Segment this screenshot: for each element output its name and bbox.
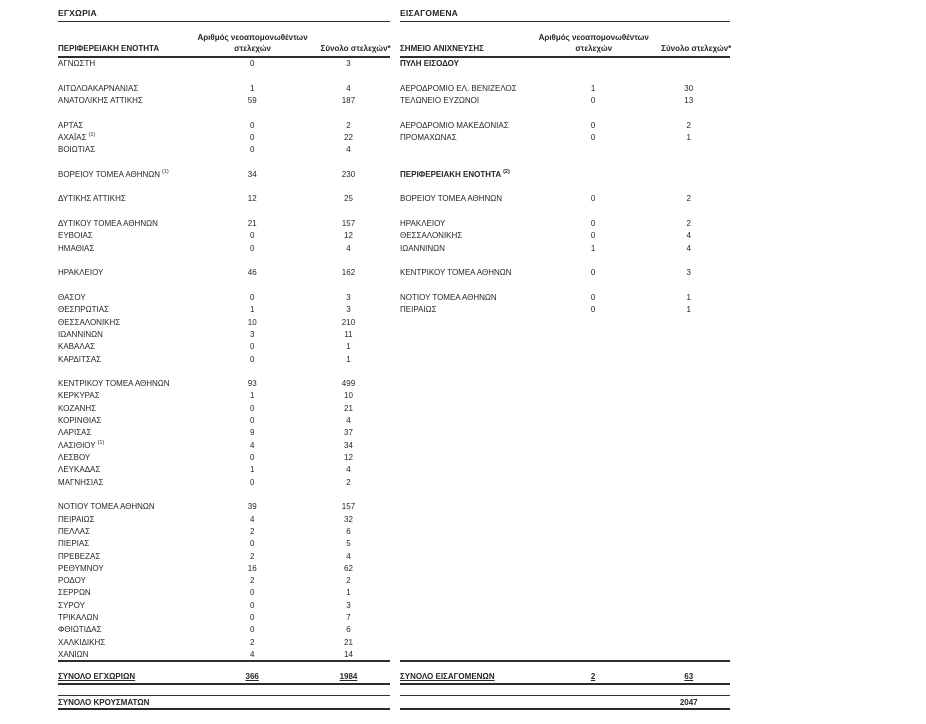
row-label-cell: ΑΧΑΪΑΣ $^{(1)}$ — [58, 132, 96, 142]
new-strains-cell: 0 — [590, 305, 596, 315]
new-strains-cell: 0 — [249, 477, 255, 487]
total-strains-cell: 4 — [346, 465, 351, 475]
table-row — [58, 267, 390, 279]
total-strains-cell: 3 — [346, 292, 351, 302]
row-label-cell: ΘΕΣΣΑΛΟΝΙΚΗΣ — [400, 231, 463, 241]
table-row — [400, 243, 730, 255]
blank-row — [400, 280, 730, 292]
blank-row — [400, 144, 730, 156]
table-row — [400, 230, 730, 242]
row-label-cell: ΘΕΣΣΑΛΟΝΙΚΗΣ — [58, 317, 121, 327]
detection-point-column-header: ΣΗΜΕΙΟ ΑΝΙΧΝΕΥΣΗΣ — [400, 44, 484, 53]
total-strains-cell: 13 — [684, 95, 694, 105]
new-strains-cell: 0 — [249, 145, 255, 155]
table-row — [58, 390, 390, 402]
table-row — [58, 575, 390, 587]
table-row — [58, 230, 390, 242]
new-strains-cell: 0 — [249, 231, 255, 241]
new-strains-cell: 21 — [247, 219, 257, 229]
regional-unit-column-header: ΠΕΡΙΦΕΡΕΙΑΚΗ ΕΝΟΤΗΤΑ — [58, 44, 160, 53]
total-strains-cell: 25 — [344, 194, 353, 204]
new-strains-cell: 0 — [249, 539, 255, 549]
total-strains-cell: 499 — [341, 379, 356, 389]
row-label-cell: ΘΕΣΠΡΩΤΙΑΣ — [58, 305, 109, 315]
table-row — [58, 120, 390, 132]
total-strains-cell — [647, 58, 730, 70]
total-strains-cell: 1 — [346, 354, 351, 364]
total-strains-cell: 3 — [346, 600, 351, 610]
blank-row — [400, 181, 730, 193]
blank-row — [58, 206, 390, 218]
total-strains-cell: 187 — [341, 95, 356, 105]
row-label-cell: ΠΕΙΡΑΙΩΣ — [58, 514, 95, 524]
grand-total-label-segment — [58, 695, 390, 710]
footnote-marker: (1) — [162, 169, 169, 176]
new-strains-cell: 39 — [247, 502, 257, 512]
new-strains-cell: 0 — [249, 453, 255, 462]
new-strains-cell: 0 — [590, 292, 596, 302]
table-row — [58, 329, 390, 341]
row-label-cell: ΔΥΤΙΚΗΣ ΑΤΤΙΚΗΣ — [58, 194, 126, 204]
new-strains-cell: 16 — [247, 563, 257, 573]
table-row — [58, 193, 390, 205]
total-strains-cell: 37 — [344, 428, 353, 438]
new-strains-cell: 1 — [590, 83, 596, 93]
new-strains-cell: 0 — [249, 625, 255, 635]
new-strains-cell: 0 — [249, 59, 255, 68]
new-strains-cell: 2 — [249, 551, 255, 561]
table-row — [400, 120, 730, 132]
domestic-table-title: ΕΓΧΩΡΙΑ — [58, 8, 390, 22]
table-row — [58, 341, 390, 353]
table-row — [58, 526, 390, 538]
new-strains-cell: 1 — [249, 305, 255, 315]
new-strains-cell: 59 — [247, 95, 257, 105]
new-strains-cell — [539, 58, 648, 70]
row-label-cell: ΑΕΡΟΔΡΟΜΙΟ ΕΛ. ΒΕΝΙΖΕΛΟΣ — [400, 83, 517, 93]
new-strains-cell: 0 — [249, 600, 255, 610]
table-row — [400, 95, 730, 107]
imported-table-body — [400, 58, 730, 662]
new-strains-cell: 9 — [249, 428, 255, 438]
total-strains-cell: 11 — [344, 329, 353, 339]
domestic-totals-new-value: 366 — [245, 671, 259, 681]
new-strains-cell: 4 — [249, 440, 255, 450]
new-strains-cell: 0 — [590, 194, 596, 204]
row-label-cell: ΚΑΡΔΙΤΣΑΣ — [58, 354, 102, 364]
total-strains-cell: 30 — [684, 83, 694, 93]
new-strains-cell: 0 — [249, 416, 255, 426]
row-label-cell: ΚΟΡΙΝΘΙΑΣ — [58, 416, 102, 426]
table-row — [58, 612, 390, 624]
new-strains-header-line1: Αριθμός νεοαπομονωθέντων — [538, 33, 649, 42]
imported-table-header — [400, 32, 730, 58]
total-strains-cell: 3 — [686, 268, 691, 278]
table-row — [400, 292, 730, 304]
table-row — [58, 427, 390, 439]
total-strains-cell: 4 — [346, 145, 351, 155]
blank-row — [58, 157, 390, 169]
blank-row — [400, 70, 730, 82]
table-row — [400, 218, 730, 230]
table-row — [58, 600, 390, 612]
blank-row — [58, 366, 390, 378]
blank-row — [400, 255, 730, 267]
new-strains-cell: 1 — [590, 243, 596, 253]
total-strains-cell: 1 — [346, 342, 351, 352]
total-strains-cell: 4 — [346, 83, 351, 93]
grand-total-value: 2047 — [679, 697, 698, 707]
row-label-cell: ΛΕΣΒΟΥ — [58, 453, 91, 462]
new-strains-cell: 0 — [590, 268, 596, 278]
row-label-cell: ΘΑΣΟΥ — [58, 292, 86, 302]
total-strains-cell: 34 — [344, 440, 353, 450]
total-strains-cell: 1 — [686, 305, 691, 315]
table-row — [58, 464, 390, 476]
row-label-cell: ΗΡΑΚΛΕΙΟΥ — [400, 219, 446, 229]
total-strains-cell: 32 — [344, 514, 353, 524]
total-strains-cell: 6 — [346, 625, 351, 635]
row-label-cell: ΤΕΛΩΝΕΙΟ ΕΥΖΩΝΟΙ — [400, 95, 480, 105]
table-row — [58, 624, 390, 636]
row-label-cell: ΠΕΡΙΦΕΡΕΙΑΚΗ ΕΝΟΤΗΤΑ $^{(2)}$ — [400, 169, 510, 179]
table-row — [58, 169, 390, 181]
row-label-cell: ΚΕΡΚΥΡΑΣ — [58, 391, 100, 401]
domestic-totals-total-value: 1984 — [339, 671, 358, 681]
row-label-cell: ΛΕΥΚΑΔΑΣ — [58, 465, 101, 475]
row-label-cell: ΒΟΡΕΙΟΥ ΤΟΜΕΑ ΑΘΗΝΩΝ $^{(1)}$ — [58, 169, 169, 179]
total-strains-cell: 3 — [346, 59, 351, 68]
new-strains-cell: 0 — [249, 342, 255, 352]
row-label-cell: ΠΡΟΜΑΧΩΝΑΣ — [400, 132, 457, 142]
row-label-cell: ΣΕΡΡΩΝ — [58, 588, 91, 598]
row-label-cell: ΧΑΛΚΙΔΙΚΗΣ — [58, 637, 106, 647]
new-strains-cell: 0 — [249, 292, 255, 302]
new-strains-header-line2: στελεχών — [575, 44, 613, 53]
blank-row — [58, 489, 390, 501]
row-label-cell: ΠΥΛΗ ΕΙΣΟΔΟΥ — [400, 59, 459, 68]
row-label-cell: ΑΝΑΤΟΛΙΚΗΣ ΑΤΤΙΚΗΣ — [58, 95, 143, 105]
row-label-cell: ΒΟΙΩΤΙΑΣ — [58, 145, 96, 155]
new-strains-cell: 0 — [249, 243, 255, 253]
total-strains-cell: 4 — [686, 243, 691, 253]
table-row — [58, 551, 390, 563]
row-label-cell: ΒΟΡΕΙΟΥ ΤΟΜΕΑ ΑΘΗΝΩΝ — [400, 194, 503, 204]
total-strains-cell: 230 — [341, 169, 356, 179]
new-strains-header-line1: Αριθμός νεοαπομονωθέντων — [197, 33, 308, 42]
row-label-cell: ΡΟΔΟΥ — [58, 576, 86, 586]
table-row — [400, 132, 730, 144]
new-strains-cell: 0 — [590, 120, 596, 130]
row-label-cell: ΡΕΘΥΜΝΟΥ — [58, 563, 104, 573]
total-strains-cell: 6 — [346, 526, 351, 536]
blank-row — [58, 280, 390, 292]
row-label-cell: ΑΡΤΑΣ — [58, 120, 84, 130]
table-row — [58, 649, 390, 661]
total-strains-cell: 62 — [344, 563, 353, 573]
new-strains-cell: 10 — [247, 317, 257, 327]
table-row — [58, 243, 390, 255]
domestic-totals-row — [58, 670, 390, 685]
grand-total-label: ΣΥΝΟΛΟ ΚΡΟΥΣΜΑΤΩΝ — [58, 697, 150, 707]
total-strains-cell: 2 — [686, 194, 691, 204]
table-row — [58, 477, 390, 489]
blank-row — [58, 107, 390, 119]
row-label-cell: ΕΥΒΟΙΑΣ — [58, 231, 93, 241]
new-strains-cell: 0 — [590, 95, 596, 105]
total-strains-cell: 2 — [346, 120, 351, 130]
table-row — [58, 58, 390, 70]
row-label-cell: ΤΡΙΚΑΛΩΝ — [58, 613, 99, 623]
total-strains-cell: 5 — [346, 539, 351, 549]
domestic-table-header — [58, 32, 390, 58]
table-row — [58, 501, 390, 513]
row-label-cell: ΙΩΑΝΝΙΝΩΝ — [58, 329, 103, 339]
total-strains-column-header: Σύνολο στελεχών* — [661, 44, 732, 53]
new-strains-cell: 3 — [249, 329, 255, 339]
blank-row — [400, 206, 730, 218]
total-strains-cell: 12 — [344, 453, 353, 462]
new-strains-cell: 2 — [249, 576, 255, 586]
table-row — [400, 169, 730, 181]
imported-cases-table — [400, 8, 730, 685]
row-label-cell: ΔΥΤΙΚΟΥ ΤΟΜΕΑ ΑΘΗΝΩΝ — [58, 219, 158, 229]
row-label-cell: ΠΕΙΡΑΙΩΣ — [400, 305, 437, 315]
new-strains-cell: 93 — [247, 379, 257, 389]
row-label-cell: ΦΘΙΩΤΙΔΑΣ — [58, 625, 102, 635]
row-label-cell: ΑΙΤΩΛΟΑΚΑΡΝΑΝΙΑΣ — [58, 83, 139, 93]
row-label-cell: ΠΙΕΡΙΑΣ — [58, 539, 90, 549]
total-strains-cell: 1 — [346, 588, 351, 598]
total-strains-cell: 162 — [341, 268, 356, 278]
new-strains-cell: 46 — [247, 268, 257, 278]
row-label-cell: ΛΑΣΙΘΙΟΥ $^{(1)}$ — [58, 440, 105, 450]
total-strains-cell: 4 — [346, 416, 351, 426]
new-strains-cell: 0 — [249, 403, 255, 413]
new-strains-cell: 1 — [249, 465, 255, 475]
total-strains-cell: 2 — [346, 576, 351, 586]
footnote-marker: (1) — [97, 440, 105, 447]
total-strains-cell: 2 — [686, 120, 691, 130]
table-row — [58, 144, 390, 156]
blank-row — [400, 107, 730, 119]
imported-totals-row — [400, 670, 730, 685]
total-strains-cell — [647, 169, 730, 181]
row-label-cell: ΚΕΝΤΡΙΚΟΥ ΤΟΜΕΑ ΑΘΗΝΩΝ — [400, 268, 512, 278]
total-strains-cell: 157 — [341, 502, 356, 512]
table-row — [58, 95, 390, 107]
new-strains-cell: 34 — [247, 169, 257, 179]
table-row — [400, 58, 730, 70]
row-label-cell: ΚΟΖΑΝΗΣ — [58, 403, 97, 413]
table-row — [58, 83, 390, 95]
total-strains-cell: 22 — [344, 132, 353, 142]
total-strains-cell: 21 — [344, 637, 353, 647]
new-strains-header-line2: στελεχών — [234, 44, 271, 53]
imported-totals-new-value: 2 — [590, 671, 596, 681]
new-strains-cell: 1 — [249, 83, 255, 93]
domestic-cases-table — [58, 8, 390, 685]
table-row — [58, 292, 390, 304]
row-label-cell: ΝΟΤΙΟΥ ΤΟΜΕΑ ΑΘΗΝΩΝ — [58, 502, 155, 512]
row-label-cell: ΙΩΑΝΝΙΝΩΝ — [400, 243, 445, 253]
table-row — [58, 317, 390, 329]
row-label-cell: ΠΡΕΒΕΖΑΣ — [58, 551, 101, 561]
total-strains-cell: 10 — [344, 391, 353, 401]
new-strains-cell: 0 — [249, 588, 255, 598]
new-strains-column-header — [539, 32, 649, 54]
total-strains-cell: 1 — [686, 132, 691, 142]
new-strains-cell: 0 — [249, 354, 255, 364]
new-strains-cell: 1 — [249, 391, 255, 401]
row-label-cell: ΚΕΝΤΡΙΚΟΥ ΤΟΜΕΑ ΑΘΗΝΩΝ — [58, 379, 170, 389]
new-strains-cell — [539, 169, 648, 181]
footnote-marker: (2) — [503, 169, 510, 176]
new-strains-cell: 0 — [249, 132, 255, 142]
table-row — [58, 403, 390, 415]
new-strains-cell: 0 — [590, 231, 596, 241]
new-strains-cell: 2 — [249, 637, 255, 647]
table-row — [58, 378, 390, 390]
table-row — [58, 514, 390, 526]
new-strains-column-header — [197, 32, 307, 54]
row-label-cell: ΗΜΑΘΙΑΣ — [58, 243, 95, 253]
grand-total-row — [58, 695, 926, 710]
table-row — [58, 304, 390, 316]
total-strains-cell: 2 — [686, 219, 691, 229]
row-label-cell: ΧΑΝΙΩΝ — [58, 650, 89, 659]
total-strains-cell: 157 — [341, 219, 356, 229]
footnote-marker: (1) — [88, 132, 96, 139]
grand-total-value-segment — [400, 695, 730, 710]
new-strains-cell: 0 — [249, 613, 255, 623]
row-label-cell: ΠΕΛΛΑΣ — [58, 526, 91, 536]
table-row — [58, 538, 390, 550]
total-strains-cell: 4 — [686, 231, 691, 241]
table-row — [58, 354, 390, 366]
imported-totals-total-value: 63 — [684, 671, 694, 681]
row-label-cell: ΛΑΡΙΣΑΣ — [58, 428, 92, 438]
table-row — [58, 415, 390, 427]
blank-row — [400, 157, 730, 169]
total-strains-cell: 21 — [344, 403, 353, 413]
total-strains-cell: 14 — [344, 650, 353, 659]
row-label-cell: ΗΡΑΚΛΕΙΟΥ — [58, 268, 104, 278]
imported-table-title: ΕΙΣΑΓΟΜΕΝΑ — [400, 8, 730, 22]
new-strains-cell: 4 — [249, 650, 255, 659]
total-strains-cell: 1 — [686, 292, 691, 302]
table-row — [58, 218, 390, 230]
total-strains-cell: 210 — [341, 317, 356, 327]
total-strains-cell: 2 — [346, 477, 351, 487]
blank-row — [58, 255, 390, 267]
row-label-cell: ΚΑΒΑΛΑΣ — [58, 342, 95, 352]
blank-row — [58, 70, 390, 82]
table-row — [400, 267, 730, 279]
row-label-cell: ΑΓΝΩΣΤΗ — [58, 59, 96, 68]
table-row — [400, 83, 730, 95]
new-strains-cell: 2 — [249, 526, 255, 536]
row-label-cell: ΣΥΡΟΥ — [58, 600, 85, 610]
total-strains-column-header: Σύνολο στελεχών* — [320, 44, 391, 53]
row-label-cell: ΝΟΤΙΟΥ ΤΟΜΕΑ ΑΘΗΝΩΝ — [400, 292, 497, 302]
new-strains-cell: 0 — [590, 219, 596, 229]
domestic-totals-label: ΣΥΝΟΛΟ ΕΓΧΩΡΙΩΝ — [58, 671, 136, 681]
table-row — [58, 563, 390, 575]
table-row — [58, 132, 390, 144]
total-strains-cell: 4 — [346, 243, 351, 253]
total-strains-cell: 4 — [346, 551, 351, 561]
row-label-cell: ΜΑΓΝΗΣΙΑΣ — [58, 477, 104, 487]
table-row — [400, 304, 730, 316]
total-strains-cell: 12 — [344, 231, 353, 241]
tables-container — [58, 8, 926, 685]
new-strains-cell: 4 — [249, 514, 255, 524]
table-row — [400, 193, 730, 205]
new-strains-cell: 0 — [249, 120, 255, 130]
total-strains-cell: 7 — [346, 613, 351, 623]
new-strains-cell: 0 — [590, 132, 596, 142]
table-row — [58, 452, 390, 464]
domestic-table-body — [58, 58, 390, 662]
table-row — [58, 587, 390, 599]
imported-totals-label: ΣΥΝΟΛΟ ΕΙΣΑΓΟΜΕΝΩΝ — [400, 671, 495, 681]
new-strains-cell: 12 — [247, 194, 257, 204]
blank-row — [58, 181, 390, 193]
table-row — [58, 637, 390, 649]
total-strains-cell: 3 — [346, 305, 351, 315]
table-row — [58, 440, 390, 452]
row-label-cell: ΑΕΡΟΔΡΟΜΙΟ ΜΑΚΕΔΟΝΙΑΣ — [400, 120, 509, 130]
